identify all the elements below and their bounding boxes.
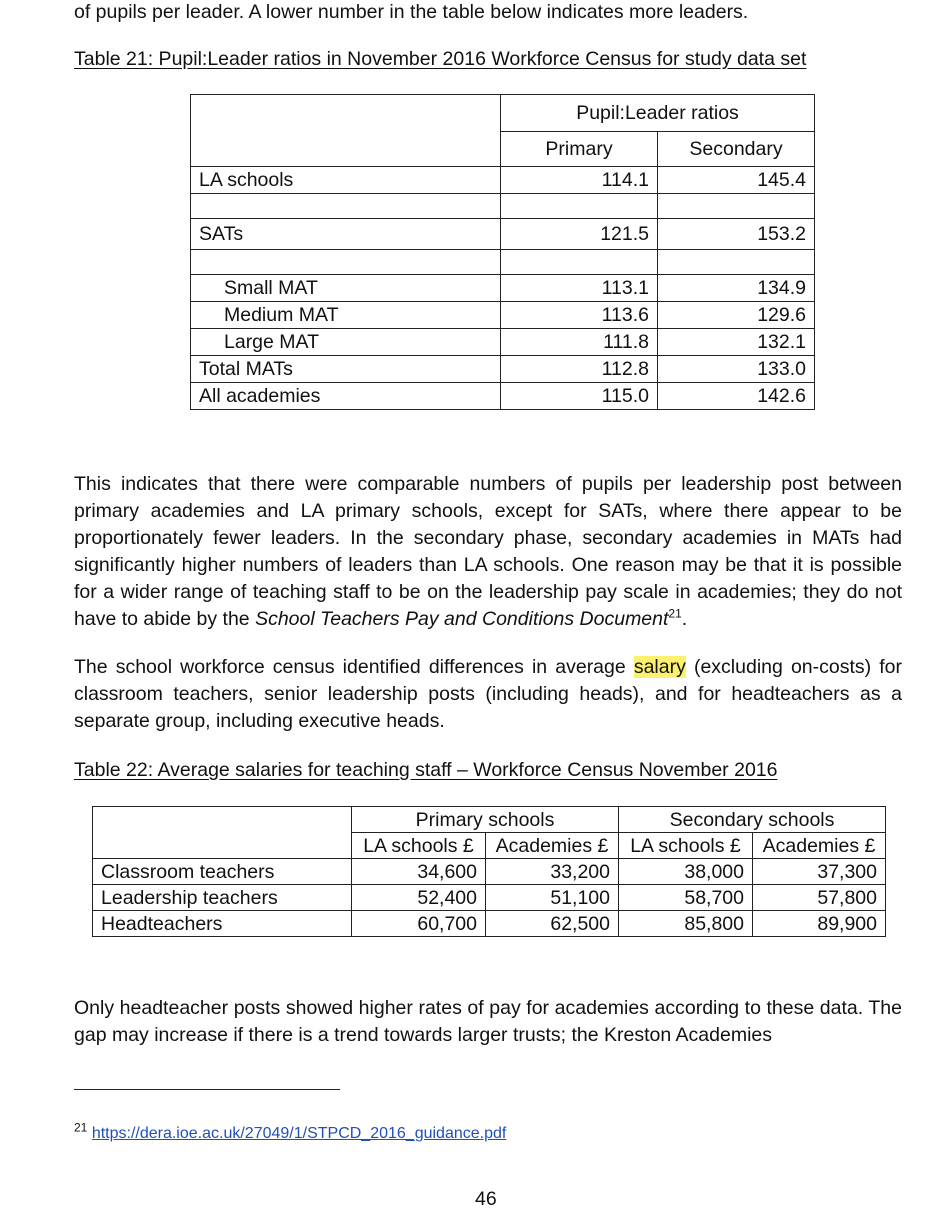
table22-col-secondary-academies: Academies £ bbox=[753, 833, 886, 859]
table22 bbox=[92, 806, 886, 937]
table22-corner bbox=[93, 807, 352, 859]
cell-secondary-la: 38,000 bbox=[619, 859, 753, 885]
footnote-divider bbox=[74, 1089, 340, 1090]
cell-secondary-la: 58,700 bbox=[619, 885, 753, 911]
document-title-italic: School Teachers Pay and Conditions Document bbox=[255, 608, 669, 630]
row-label: Large MAT bbox=[191, 329, 501, 356]
footnote-ref[interactable]: 21 bbox=[668, 606, 682, 621]
row-label: Medium MAT bbox=[191, 302, 501, 329]
table-row bbox=[191, 383, 815, 410]
cell-secondary: 132.1 bbox=[658, 329, 815, 356]
paragraph-salary bbox=[74, 654, 902, 735]
table-row bbox=[191, 275, 815, 302]
spacer-row bbox=[191, 194, 815, 219]
row-label: Total MATs bbox=[191, 356, 501, 383]
cell-secondary: 134.9 bbox=[658, 275, 815, 302]
cell-primary: 113.6 bbox=[501, 302, 658, 329]
cell-secondary-academies: 37,300 bbox=[753, 859, 886, 885]
intro-text: of pupils per leader. A lower number in the table below indicates more leaders. bbox=[74, 1, 749, 23]
footnote bbox=[74, 1120, 507, 1145]
cell-primary-academies: 51,100 bbox=[486, 885, 619, 911]
cell-secondary: 133.0 bbox=[658, 356, 815, 383]
table-row bbox=[93, 885, 886, 911]
table-row bbox=[191, 356, 815, 383]
cell-primary-la: 60,700 bbox=[352, 911, 486, 937]
cell-secondary-academies: 89,900 bbox=[753, 911, 886, 937]
table21-group-header: Pupil:Leader ratios bbox=[501, 95, 815, 132]
table21-col-secondary: Secondary bbox=[658, 132, 815, 167]
cell-primary: 113.1 bbox=[501, 275, 658, 302]
cell-primary: 121.5 bbox=[501, 219, 658, 250]
paragraph-end: . bbox=[681, 608, 688, 630]
table22-caption: Table 22: Average salaries for teaching staff – Workforce Census November 2016 bbox=[74, 759, 778, 781]
paragraph-leaders-text: This indicates that there were comparable numbers of pupils per leadership post between primary academies and LA primary schools, except for SATs, where there appear to be proportionately fewer leaders. In the secondary phase, secondary academies in MATs had significantly higher numbers of leaders than LA schools. One reason may be that it is possible for a wider range of teaching staff to be on the leadership pay scale in academies; they do not have to abide by the bbox=[74, 473, 902, 630]
table-row bbox=[191, 302, 815, 329]
cell-secondary: 145.4 bbox=[658, 167, 815, 194]
page-number: 46 bbox=[475, 1188, 497, 1210]
footnote-link[interactable]: https://dera.ioe.ac.uk/27049/1/STPCD_2016_guidance.pdf bbox=[91, 1125, 507, 1142]
table21 bbox=[190, 94, 815, 410]
table21-corner bbox=[191, 95, 501, 167]
cell-primary-la: 34,600 bbox=[352, 859, 486, 885]
row-label: All academies bbox=[191, 383, 501, 410]
footnote-number: 21 bbox=[74, 1120, 88, 1135]
table22-col-secondary-la: LA schools £ bbox=[619, 833, 753, 859]
table22-col-primary-academies: Academies £ bbox=[486, 833, 619, 859]
highlighted-word: salary bbox=[633, 656, 686, 678]
cell-primary-la: 52,400 bbox=[352, 885, 486, 911]
cell-primary: 114.1 bbox=[501, 167, 658, 194]
paragraph-salary-text-after: (excluding on-costs) for classroom teachers, senior leadership posts (including heads), and for headteachers as a separate group, including executive heads. bbox=[74, 656, 902, 732]
cell-primary: 115.0 bbox=[501, 383, 658, 410]
paragraph-salary-text-before: The school workforce census identified differences in average bbox=[74, 656, 634, 678]
cell-primary: 111.8 bbox=[501, 329, 658, 356]
table-row bbox=[93, 859, 886, 885]
table22-group-secondary: Secondary schools bbox=[619, 807, 886, 833]
cell-primary-academies: 62,500 bbox=[486, 911, 619, 937]
cell-secondary: 129.6 bbox=[658, 302, 815, 329]
cell-primary-academies: 33,200 bbox=[486, 859, 619, 885]
cell-secondary: 153.2 bbox=[658, 219, 815, 250]
paragraph-leaders bbox=[74, 471, 902, 633]
cell-secondary-academies: 57,800 bbox=[753, 885, 886, 911]
table22-col-primary-la: LA schools £ bbox=[352, 833, 486, 859]
table-row bbox=[191, 219, 815, 250]
row-label: SATs bbox=[191, 219, 501, 250]
table-row bbox=[191, 329, 815, 356]
row-label: Leadership teachers bbox=[93, 885, 352, 911]
table-row bbox=[93, 911, 886, 937]
cell-primary: 112.8 bbox=[501, 356, 658, 383]
paragraph-headteacher-pay: Only headteacher posts showed higher rates of pay for academies according to these data. The gap may increase if there is a trend towards larger trusts; the Kreston Academies bbox=[74, 997, 902, 1046]
table21-caption: Table 21: Pupil:Leader ratios in November 2016 Workforce Census for study data set bbox=[74, 48, 807, 70]
row-label: LA schools bbox=[191, 167, 501, 194]
row-label: Classroom teachers bbox=[93, 859, 352, 885]
table-row bbox=[191, 167, 815, 194]
table21-col-primary: Primary bbox=[501, 132, 658, 167]
cell-secondary-la: 85,800 bbox=[619, 911, 753, 937]
row-label: Headteachers bbox=[93, 911, 352, 937]
spacer-row bbox=[191, 250, 815, 275]
table22-group-primary: Primary schools bbox=[352, 807, 619, 833]
cell-secondary: 142.6 bbox=[658, 383, 815, 410]
row-label: Small MAT bbox=[191, 275, 501, 302]
